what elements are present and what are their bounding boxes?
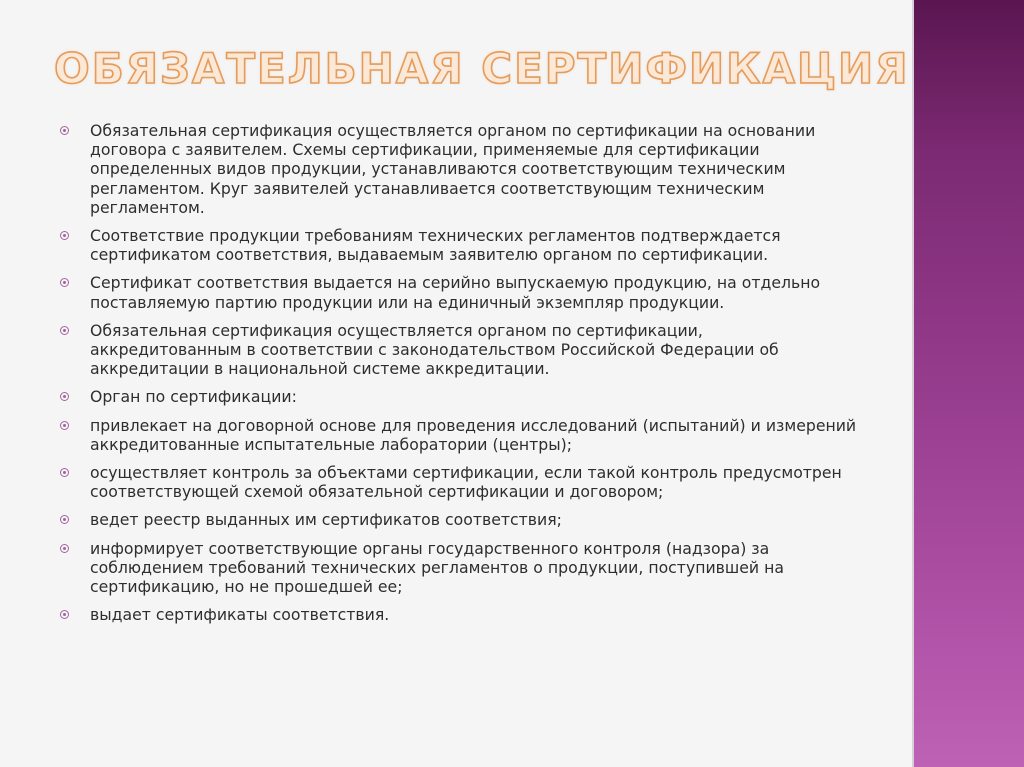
bullet-text: информирует соответствующие органы государственного контроля (надзора) за соблюдением требований технических регламентов о продукции, поступившей на сертификацию, но не прошедшей ее; <box>90 538 784 597</box>
bullet-item <box>58 387 858 406</box>
bullet-item <box>58 605 858 624</box>
bullet-text: Сертификат соответствия выдается на серийно выпускаемую продукцию, на отдельно поставляемую партию продукции или на единичный экземпляр продукции. <box>90 273 821 312</box>
bullet-text: Обязательная сертификация осуществляется органом по сертификации, аккредитованным в соответствии с законодательством Российской Федерации об аккредитации в национальной системе аккредитации. <box>90 320 779 379</box>
bullet-text: выдает сертификаты соответствия. <box>90 605 390 625</box>
circle-bullet-icon <box>60 231 69 240</box>
bullet-text: Соответствие продукции требованиям технических регламентов подтверждается сертификатом соответствия, выдаваемым заявителю органом по сертификации. <box>90 226 781 265</box>
circle-bullet-icon <box>60 544 69 553</box>
circle-bullet-icon <box>60 515 69 524</box>
circle-bullet-icon <box>60 278 69 287</box>
bullet-item <box>58 539 858 597</box>
circle-bullet-icon <box>60 421 69 430</box>
bullet-item <box>58 226 858 264</box>
bullet-item <box>58 273 858 311</box>
circle-bullet-icon <box>60 326 69 335</box>
bullet-text: ведет реестр выданных им сертификатов соответствия; <box>90 510 562 530</box>
bullet-text: Обязательная сертификация осуществляется органом по сертификации на основании договора с заявителем. Схемы сертификации, применяемые для сертификации определенных видов продукции, устанавливаются соответствующим техническим регламентом. Круг заявителей устанавливается соответствующим техническим регламентом. <box>90 121 816 217</box>
bullet-text: Орган по сертификации: <box>90 387 297 407</box>
slide-title: ОБЯЗАТЕЛЬНАЯ СЕРТИФИКАЦИЯ <box>54 44 910 93</box>
circle-bullet-icon <box>60 392 69 401</box>
bullet-item <box>58 121 858 217</box>
circle-bullet-icon <box>60 610 69 619</box>
bullet-item <box>58 321 858 379</box>
bullet-item <box>58 510 858 529</box>
bullet-item <box>58 463 858 501</box>
bullet-text: привлекает на договорной основе для проведения исследований (испытаний) и измерений аккредитованные испытательные лаборатории (центры); <box>90 415 857 454</box>
bullet-text: осуществляет контроль за объектами сертификации, если такой контроль предусмотрен соответствующей схемой обязательной сертификации и договором; <box>90 463 842 502</box>
decorative-side-panel <box>914 0 1024 767</box>
circle-bullet-icon <box>60 468 69 477</box>
bullet-item <box>58 416 858 454</box>
bullet-list <box>58 121 858 633</box>
circle-bullet-icon <box>60 126 69 135</box>
